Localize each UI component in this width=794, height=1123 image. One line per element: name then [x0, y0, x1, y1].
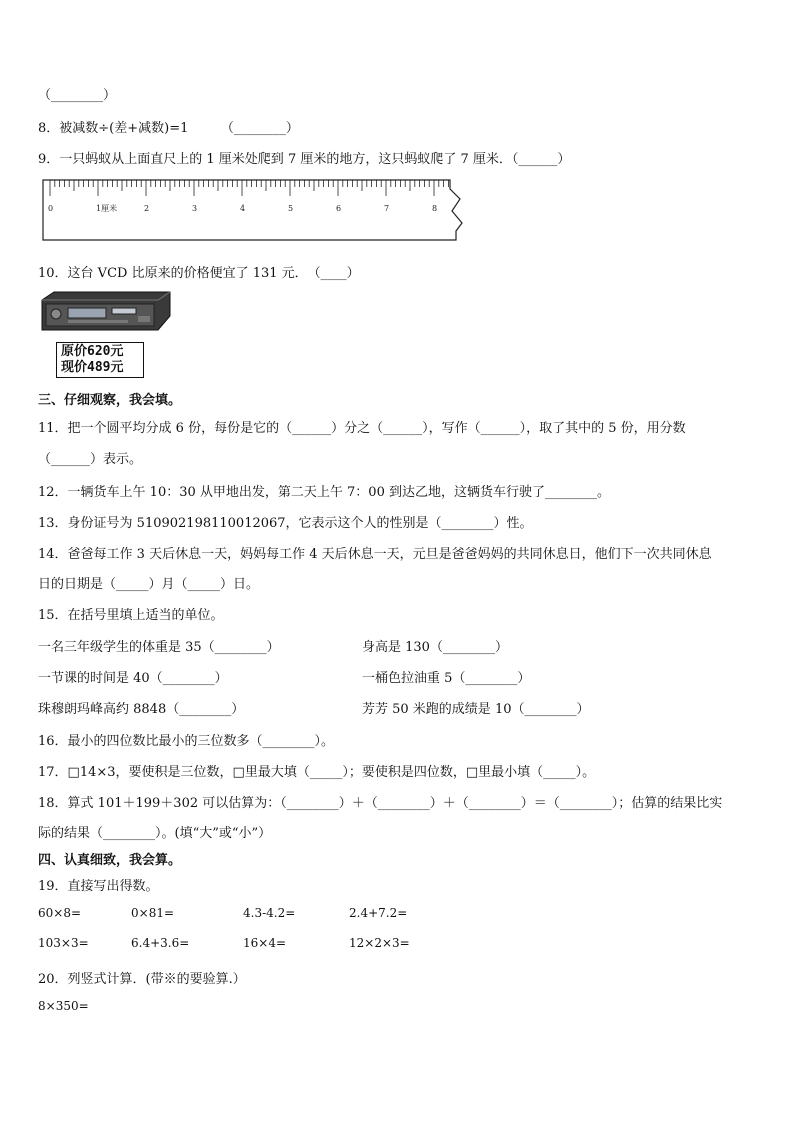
- calc-item: 12×2×3=: [349, 936, 410, 950]
- question-14-line-1: 14．爸爸每工作 3 天后休息一天，妈妈每工作 4 天后休息一天，元旦是爸爸妈妈的共同休息日，他们下一次共同休息: [38, 547, 712, 562]
- ruler-label: 3: [192, 204, 198, 213]
- q15-item: 珠穆朗玛峰高约 8848（________）: [38, 702, 245, 717]
- ruler-label: 0: [48, 204, 54, 213]
- calc-item: 2.4+7.2=: [349, 906, 408, 920]
- question-18-line-2: 际的结果（________）。(填“大”或“小”）: [38, 826, 272, 841]
- calc-item: 6.4+3.6=: [131, 936, 190, 950]
- current-price: 现价489元: [61, 360, 124, 375]
- ruler-label: 1厘米: [96, 204, 118, 213]
- price-tag: [56, 342, 144, 378]
- question-19: 19．直接写出得数。: [38, 879, 159, 894]
- question-14-line-2: 日的日期是（_____）月（_____）日。: [38, 577, 260, 592]
- ruler-label: 7: [384, 204, 390, 213]
- question-15: 15．在括号里填上适当的单位。: [38, 608, 224, 623]
- question-8: 8．被减数÷(差+减数)=1 （________）: [38, 121, 299, 136]
- q15-item: 身高是 130（________）: [362, 640, 508, 655]
- calc-item: 103×3=: [38, 936, 89, 950]
- question-9: 9．一只蚂蚁从上面直尺上的 1 厘米处爬到 7 厘米的地方，这只蚂蚁爬了 7 厘米．（______）: [38, 152, 571, 167]
- question-16: 16．最小的四位数比最小的三位数多（________）。: [38, 734, 335, 749]
- question-13: 13．身份证号为 510902198110012067，它表示这个人的性别是（________）性。: [38, 516, 533, 531]
- question-11-line-1: 11．把一个圆平均分成 6 份，每份是它的（______）分之（______），写作（______），取了其中的 5 份，用分数: [38, 421, 686, 436]
- ruler-label: 5: [288, 204, 294, 213]
- calc-item: 60×8=: [38, 906, 82, 920]
- q15-item: 一名三年级学生的体重是 35（________）: [38, 640, 280, 655]
- q7-answer-blank: （________）: [38, 88, 117, 103]
- question-11-line-2: （______）表示。: [38, 452, 143, 467]
- q15-item: 一桶色拉油重 5（________）: [362, 671, 531, 686]
- section-4-heading: 四、认真细致，我会算。: [38, 853, 182, 868]
- ruler-label: 4: [240, 204, 246, 213]
- question-10: 10．这台 VCD 比原来的价格便宜了 131 元． （____）: [38, 266, 360, 281]
- ruler-label: 6: [336, 204, 342, 213]
- original-price: 原价620元: [61, 344, 124, 359]
- ruler-label: 8: [432, 204, 438, 213]
- section-3-heading: 三、仔细观察，我会填。: [38, 393, 182, 408]
- ruler-image: [42, 179, 464, 241]
- question-12: 12．一辆货车上午 10：30 从甲地出发，第二天上午 7：00 到达乙地，这辆货车行驶了________。: [38, 485, 610, 500]
- question-17: 17．□14×3，要使积是三位数，□里最大填（_____）；要使积是四位数，□里最小填（_____）。: [38, 765, 596, 780]
- vcd-player-image: [38, 288, 174, 336]
- q15-item: 芳芳 50 米跑的成绩是 10（________）: [362, 702, 590, 717]
- calc-item: 8×350=: [38, 999, 89, 1013]
- ruler-label: 2: [144, 204, 150, 213]
- calc-item: 4.3-4.2=: [243, 906, 296, 920]
- question-20: 20．列竖式计算．(带※的要验算.）: [38, 972, 246, 987]
- q15-item: 一节课的时间是 40（________）: [38, 671, 228, 686]
- calc-item: 0×81=: [131, 906, 175, 920]
- question-18-line-1: 18．算式 101＋199＋302 可以估算为：（________）＋（________）＋（________）＝（________）；估算的结果比实: [38, 796, 723, 811]
- calc-item: 16×4=: [243, 936, 287, 950]
